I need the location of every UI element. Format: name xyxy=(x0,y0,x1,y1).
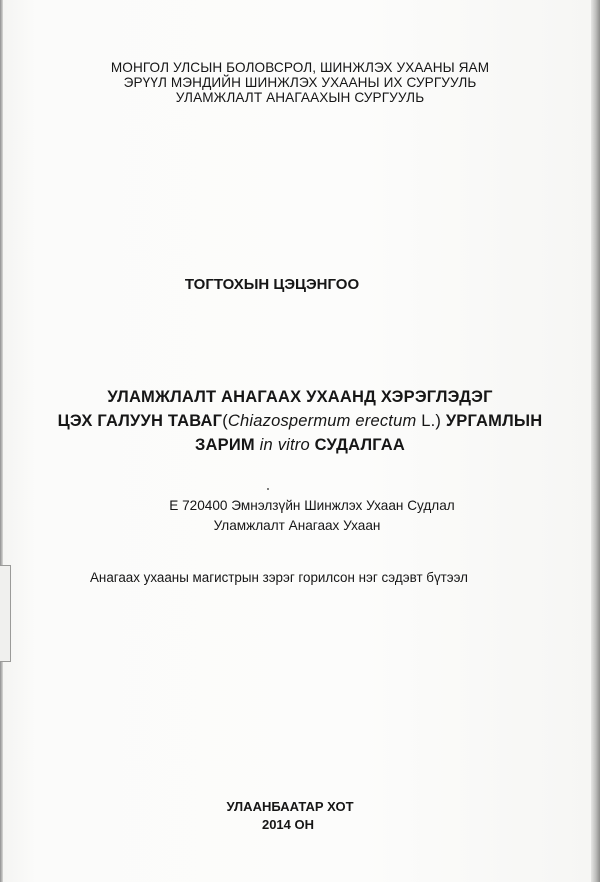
thesis-title-line3 xyxy=(0,436,600,455)
city: УЛААНБААТАР ХОТ xyxy=(226,799,354,814)
author-name: ТОГТОХЫН ЦЭЦЭНГОО xyxy=(184,276,360,293)
specialty-name: Уламжлалт Анагаах Ухаан xyxy=(213,518,381,533)
institution-university: ЭРҮҮЛ МЭНДИЙН ШИНЖЛЭХ УХААНЫ ИХ СУРГУУЛЬ xyxy=(123,75,477,90)
title-line2-start: ЦЭХ ГАЛУУН ТАВАГ xyxy=(57,412,223,430)
title-line3-start: ЗАРИМ xyxy=(195,436,260,454)
scan-speck xyxy=(267,488,269,490)
specialty-code: Е 720400 Эмнэлзүйн Шинжлэх Ухаан Судлал xyxy=(169,498,455,513)
title-line2-end: УРГАМЛЫН xyxy=(441,412,543,430)
species-name: Chiazospermum erectum xyxy=(227,412,417,430)
thesis-title-line2 xyxy=(0,412,600,431)
title-line3-end: СУДАЛГАА xyxy=(309,436,405,454)
in-vitro-text: in vitro xyxy=(259,436,310,454)
degree-statement: Анагаах ухааны магистрын зэрэг горилсон нэг сэдэвт бүтээл xyxy=(90,570,468,585)
thesis-title-line1: УЛАМЖЛАЛТ АНАГААХ УХААНД ХЭРЭГЛЭДЭГ xyxy=(107,388,493,406)
year: 2014 ОН xyxy=(261,817,315,832)
title-paren-open: ( xyxy=(222,412,228,430)
species-author: L.) xyxy=(416,412,442,430)
institution-school: УЛАМЖЛАЛТ АНАГААХЫН СУРГУУЛЬ xyxy=(175,90,425,105)
institution-ministry: МОНГОЛ УЛСЫН БОЛОВСРОЛ, ШИНЖЛЭХ УХААНЫ ЯАМ xyxy=(110,60,490,75)
